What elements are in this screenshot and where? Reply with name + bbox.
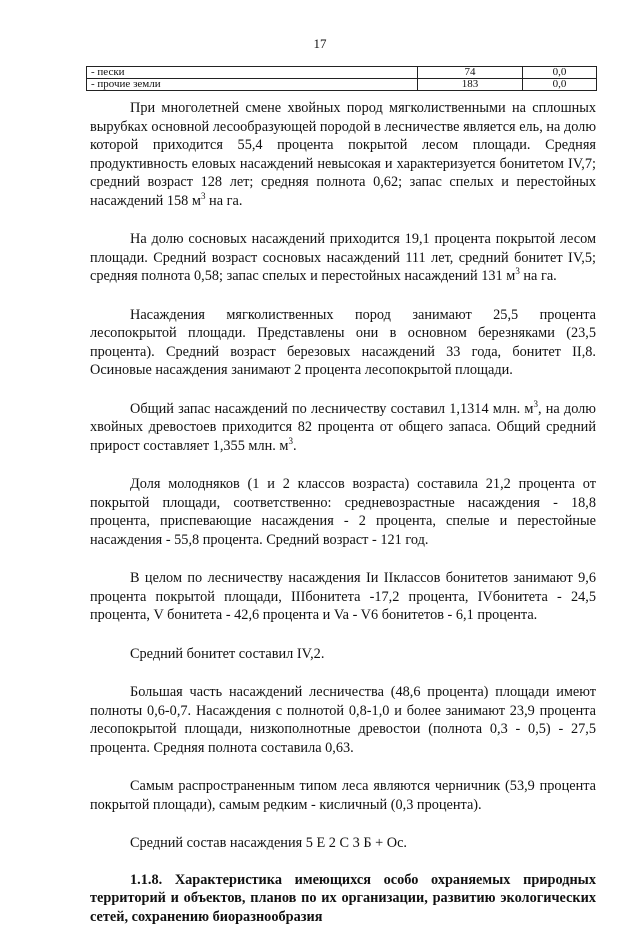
- superscript: 3: [288, 436, 293, 446]
- paragraph: [90, 230, 596, 286]
- table-cell-value: 0,0: [523, 79, 597, 91]
- superscript: 3: [201, 191, 206, 201]
- table-row: [87, 79, 597, 91]
- paragraph: Средний бонитет составил IV,2.: [90, 645, 596, 664]
- paragraph-text: Общий запас насаждений по лесничеству составил 1,1314 млн. м: [130, 401, 533, 417]
- table-cell-name: - пески: [87, 67, 418, 79]
- paragraph: В целом по лесничеству насаждения Iи IIклассов бонитетов занимают 9,6 процента покрытой площади, IIIбонитета -17,2 процента, IVбонитета - 24,5 процента, V бонитета - 42,6 процента и Va - V6 бонитетов - 6,1 процента.: [90, 569, 596, 625]
- paragraph-text: на га.: [520, 268, 557, 284]
- table-cell-value: 74: [418, 67, 523, 79]
- document-body: [90, 99, 596, 926]
- table-cell-value: 183: [418, 79, 523, 91]
- superscript: 3: [533, 399, 538, 409]
- page-number: 17: [0, 36, 640, 52]
- paragraph: Средний состав насаждения 5 Е 2 С 3 Б + Ос.: [90, 834, 596, 853]
- paragraph-text: , на долю хвойных древостоев приходится 82 процента от общего запаса. Общий средний прирост составляет 1,355 млн. м: [90, 401, 596, 454]
- paragraph-text: на га.: [205, 193, 242, 209]
- paragraph-text: При многолетней смене хвойных пород мягколиственными на сплошных вырубках основной лесообразующей породой в лесничестве является ель, на долю которой приходится 55,4 процента покрытой лесом площади. Средняя продуктивность еловых насаждений невысокая и характеризуется бонитетом IV,7; средний возраст 128 лет; средняя полнота 0,62; запас спелых и перестойных насаждений 158 м: [90, 100, 596, 209]
- table-row: [87, 67, 597, 79]
- superscript: 3: [515, 266, 520, 276]
- paragraph-text: .: [293, 438, 297, 454]
- paragraph: [90, 400, 596, 456]
- table-cell-value: 0,0: [523, 67, 597, 79]
- section-heading: 1.1.8. Характеристика имеющихся особо охраняемых природных территорий и объектов, планов по их организации, развитию экологических сетей, сохранению биоразнообразия: [90, 871, 596, 926]
- paragraph: [90, 99, 596, 210]
- paragraph: Насаждения мягколиственных пород занимают 25,5 процента лесопокрытой площади. Представлены они в основном березняками (23,5 процента). Средний возраст березовых насаждений 33 года, бонитет II,8. Осиновые насаждения занимают 2 процента лесопокрытой площади.: [90, 306, 596, 380]
- paragraph-text: На долю сосновых насаждений приходится 19,1 процента покрытой лесом площади. Средний возраст сосновых насаждений 111 лет, средний бонитет IV,5; средняя полнота 0,58; запас спелых и перестойных насаждений 131 м: [90, 231, 596, 284]
- land-table: [86, 66, 597, 91]
- paragraph: Доля молодняков (1 и 2 классов возраста) составила 21,2 процента от покрытой площади, соответственно: средневозрастные насаждения - 18,8 процента, приспевающие насаждения - 2 процента, спелые и перестойные насаждения - 55,8 процента. Средний возраст - 121 год.: [90, 475, 596, 549]
- paragraph: Большая часть насаждений лесничества (48,6 процента) площади имеют полноты 0,6-0,7. Насаждения с полнотой 0,8-1,0 и более занимают 23,9 процента лесопокрытой площади, низкополнотные древостои (полнота 0,3 - 0,5) - 27,5 процента. Средняя полнота составила 0,63.: [90, 683, 596, 757]
- paragraph: Самым распространенным типом леса являются черничник (53,9 процента покрытой площади), самым редким - кисличный (0,3 процента).: [90, 777, 596, 814]
- table-cell-name: - прочие земли: [87, 79, 418, 91]
